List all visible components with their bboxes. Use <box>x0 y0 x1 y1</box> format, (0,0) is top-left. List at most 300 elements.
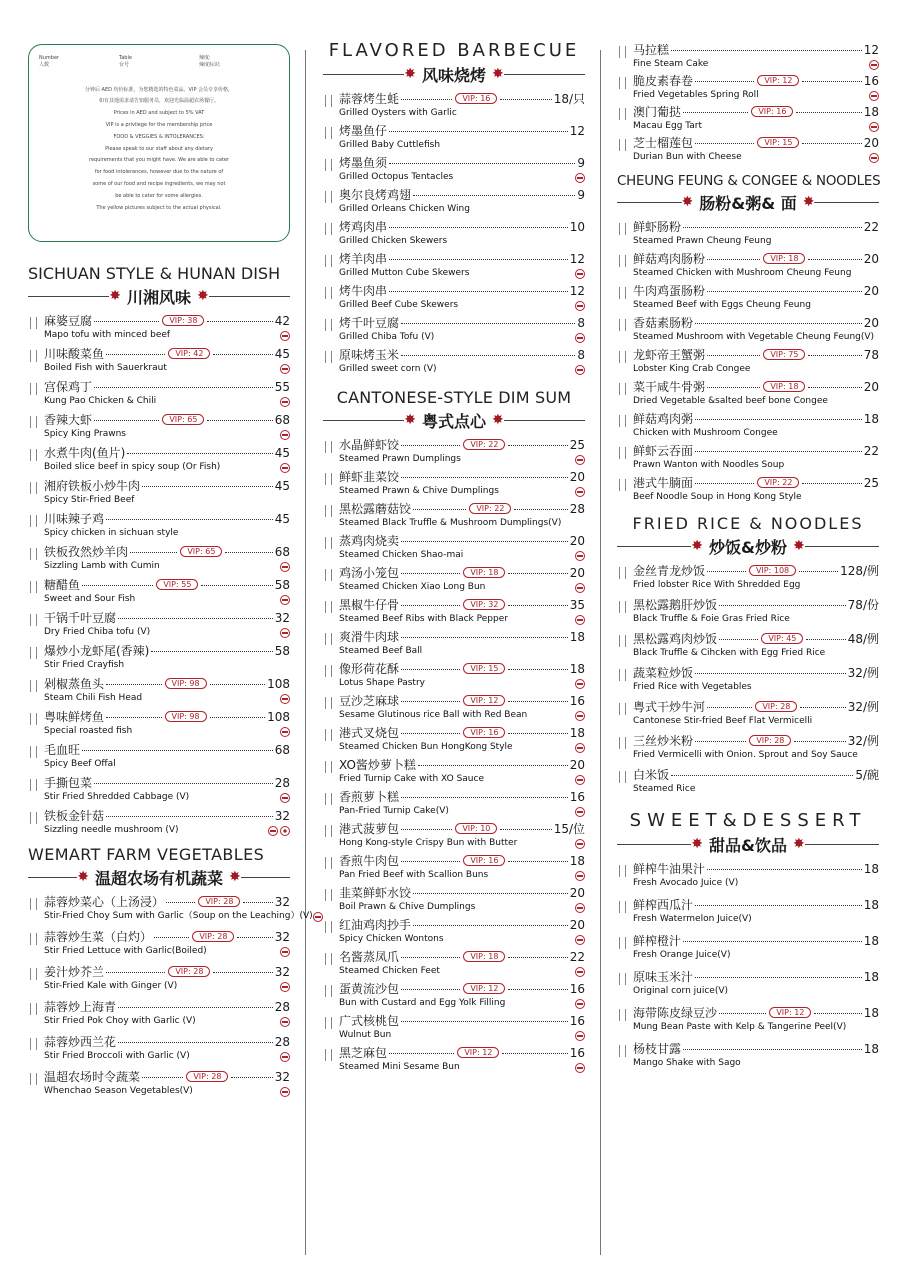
item-code-marker <box>619 287 626 299</box>
menu-item[interactable] <box>28 577 290 606</box>
dish-tag-icon <box>313 912 323 922</box>
dish-tags <box>268 826 290 836</box>
vip-price-badge: VIP: 10 <box>455 823 497 834</box>
dot-leader <box>413 509 466 510</box>
item-code-marker <box>619 1045 626 1057</box>
menu-item[interactable] <box>323 725 585 754</box>
item-price: 18 <box>569 630 585 644</box>
section-title-zh: ✸ 肠粉&粥& 面 ✸ <box>617 189 879 215</box>
menu-item[interactable] <box>28 808 290 837</box>
dot-leader <box>401 701 460 702</box>
item-name-zh: 鲜榨橙汁 <box>633 934 682 948</box>
menu-item[interactable] <box>323 981 585 1010</box>
menu-item[interactable] <box>28 412 290 441</box>
menu-item[interactable] <box>323 1013 585 1042</box>
dot-leader <box>106 816 273 817</box>
item-name-zh: 黑芝麻包 <box>339 1046 388 1060</box>
menu-item[interactable] <box>28 643 290 672</box>
menu-item[interactable] <box>323 533 585 562</box>
vip-price-badge: VIP: 22 <box>469 503 511 514</box>
divider-line <box>805 546 879 547</box>
dish-tag-icon <box>575 615 585 625</box>
menu-item[interactable] <box>617 969 879 998</box>
item-code-marker <box>30 548 37 560</box>
item-price: 45 <box>274 347 290 361</box>
menu-item[interactable] <box>617 42 879 71</box>
item-name-zh: 广式核桃包 <box>339 1014 400 1028</box>
item-price: 45 <box>274 512 290 526</box>
item-name-zh: 爆炒小龙虾尾(香辣) <box>44 644 150 658</box>
dot-leader <box>106 354 165 355</box>
divider-line <box>504 420 585 421</box>
menu-item[interactable] <box>617 563 879 592</box>
dish-tags <box>575 871 585 881</box>
item-price: 68 <box>274 743 290 757</box>
item-name-en: Sizzling needle mushroom (V) <box>44 825 179 835</box>
item-name-zh: 粤式干炒牛河 <box>633 700 706 714</box>
item-name-en: Steamed Prawn & Chive Dumplings <box>339 486 499 496</box>
item-price: 32/例 <box>847 666 879 680</box>
item-name-en: Spicy Chicken Wontons <box>339 934 444 944</box>
item-name-zh: 香煎萝卜糕 <box>339 790 400 804</box>
menu-item[interactable] <box>617 379 879 408</box>
item-name-zh: 杨枝甘露 <box>633 1042 682 1056</box>
item-name-zh: 鲜虾肠粉 <box>633 220 682 234</box>
item-name-en: Steamed Beef with Eggs Cheung Feung <box>633 300 811 310</box>
dish-tags <box>869 122 879 132</box>
dot-leader <box>166 902 195 903</box>
menu-item[interactable] <box>323 347 585 376</box>
menu-item[interactable] <box>617 315 879 344</box>
item-price: 45 <box>274 479 290 493</box>
item-code-marker <box>325 601 332 613</box>
menu-item[interactable] <box>617 897 879 926</box>
menu-item[interactable] <box>323 1045 585 1074</box>
item-price: 12 <box>569 124 585 138</box>
item-code-marker <box>30 482 37 494</box>
menu-item[interactable] <box>617 597 879 626</box>
item-name-en: Macau Egg Tart <box>633 121 703 131</box>
item-name-en: Steamed Chicken Xiao Long Bun <box>339 582 486 592</box>
dot-leader <box>695 451 862 452</box>
dish-tags <box>280 331 290 341</box>
dot-leader <box>695 419 862 420</box>
item-price: 108 <box>267 677 290 691</box>
menu-item[interactable] <box>617 699 879 728</box>
item-price: 35 <box>569 598 585 612</box>
item-code-marker <box>325 729 332 741</box>
dot-leader <box>213 354 272 355</box>
menu-item[interactable] <box>617 347 879 376</box>
item-name-en: Fried Vermicelli with Onion. Sprout and Soy Sauce <box>633 750 858 760</box>
sparkle-icon: ✸ <box>792 538 805 554</box>
section-dimsum <box>323 388 585 1074</box>
menu-item[interactable] <box>323 315 585 344</box>
item-code-marker <box>619 635 626 647</box>
item-price: 128/例 <box>840 564 880 578</box>
menu-item[interactable] <box>617 665 879 694</box>
dish-tags <box>280 947 290 957</box>
info-text <box>39 87 279 212</box>
dot-leader <box>508 605 567 606</box>
dish-tags <box>869 153 879 163</box>
menu-item[interactable] <box>323 123 585 152</box>
dish-tags <box>575 967 585 977</box>
item-price: 28 <box>274 776 290 790</box>
item-name-en: Sizzling Lamb with Cumin <box>44 561 160 571</box>
dot-leader <box>389 131 568 132</box>
menu-item[interactable] <box>28 964 290 993</box>
item-price: 18 <box>569 662 585 676</box>
item-name-zh: 牛肉鸡蛋肠粉 <box>633 284 706 298</box>
item-name-en: Stir-Fried Kale with Ginger (V) <box>44 981 178 991</box>
item-code-marker <box>30 1003 37 1015</box>
menu-item[interactable] <box>28 511 290 540</box>
item-price: 20 <box>863 316 879 330</box>
sparkle-icon: ✸ <box>109 288 121 304</box>
item-code-marker <box>30 746 37 758</box>
dish-tags <box>280 982 290 992</box>
dot-leader <box>401 1021 568 1022</box>
menu-item[interactable] <box>28 1034 290 1063</box>
menu-item[interactable] <box>617 733 879 762</box>
dot-leader <box>389 291 568 292</box>
menu-item[interactable] <box>617 933 879 962</box>
item-code-marker <box>619 77 626 89</box>
dot-leader <box>401 861 460 862</box>
dot-leader <box>401 605 460 606</box>
menu-item[interactable] <box>323 853 585 882</box>
dish-tags <box>575 1031 585 1041</box>
item-name-en: Mapo tofu with minced beef <box>44 330 171 340</box>
section-title-en: SWEET&DESSERT <box>629 810 867 831</box>
section-cheung <box>617 174 879 504</box>
menu-item[interactable] <box>28 478 290 507</box>
menu-item[interactable] <box>617 767 879 796</box>
menu-item[interactable] <box>323 917 585 946</box>
item-price: 18 <box>863 105 879 119</box>
item-price: 20 <box>569 886 585 900</box>
item-price: 28 <box>274 1000 290 1014</box>
dot-leader <box>799 571 838 572</box>
item-name-zh: 干锅千叶豆腐 <box>44 611 117 625</box>
item-name-zh: 黑松露鹅肝炒饭 <box>633 598 718 612</box>
item-name-en: Spicy Beef Offal <box>44 759 116 769</box>
item-code-marker <box>30 933 37 945</box>
sparkle-icon: ✸ <box>681 194 694 210</box>
item-price: 68 <box>274 413 290 427</box>
item-price: 16 <box>863 74 879 88</box>
menu-item[interactable] <box>617 219 879 248</box>
menu-item[interactable] <box>323 821 585 850</box>
item-name-en: Steamed Beef Ball <box>339 646 423 656</box>
dish-tags <box>280 463 290 473</box>
dot-leader <box>707 707 752 708</box>
dot-leader <box>695 483 754 484</box>
dot-leader <box>508 669 567 670</box>
dish-tags <box>575 935 585 945</box>
item-price: 78/份 <box>847 598 879 612</box>
item-code-marker <box>30 713 37 725</box>
menu-item[interactable] <box>28 445 290 474</box>
item-code-marker <box>30 581 37 593</box>
menu-item[interactable] <box>617 1041 879 1070</box>
menu-item[interactable] <box>617 1005 879 1034</box>
item-code-marker <box>30 350 37 362</box>
dish-tag-icon <box>575 679 585 689</box>
item-name-en: Fresh Avocado Juice (V) <box>633 878 739 888</box>
vip-price-badge: VIP: 38 <box>162 315 204 326</box>
item-name-zh: 澳门葡挞 <box>633 105 682 119</box>
menu-item[interactable] <box>323 949 585 978</box>
item-name-en: Steamed Chicken with Mushroom Cheung Feung <box>633 268 852 278</box>
item-name-zh: 港式菠萝包 <box>339 822 400 836</box>
item-price: 12 <box>569 252 585 266</box>
vip-price-badge: VIP: 18 <box>463 567 505 578</box>
dot-leader <box>508 957 567 958</box>
item-name-zh: 烤羊肉串 <box>339 252 388 266</box>
item-price: 20 <box>863 380 879 394</box>
menu-item[interactable] <box>323 155 585 184</box>
menu-item[interactable] <box>617 861 879 890</box>
item-code-marker <box>325 633 332 645</box>
menu-item[interactable] <box>323 757 585 786</box>
menu-item[interactable] <box>28 894 313 923</box>
dot-leader <box>508 733 567 734</box>
item-code-marker <box>30 515 37 527</box>
dot-leader <box>802 483 861 484</box>
item-code-marker <box>619 223 626 235</box>
sparkle-icon: ✸ <box>792 836 805 852</box>
item-name-zh: 鲜菇鸡肉肠粉 <box>633 252 706 266</box>
menu-item[interactable] <box>28 709 290 738</box>
menu-item[interactable] <box>323 283 585 312</box>
item-name-zh: 鲜虾云吞面 <box>633 444 694 458</box>
item-name-zh: 港式牛腩面 <box>633 476 694 490</box>
dish-tag-icon <box>575 333 585 343</box>
menu-item[interactable] <box>617 251 879 280</box>
item-price: 20 <box>863 252 879 266</box>
menu-item[interactable] <box>617 104 879 133</box>
item-name-en: Grilled Baby Cuttlefish <box>339 140 441 150</box>
dot-leader <box>94 783 273 784</box>
item-name-en: Steamed Mini Sesame Bun <box>339 1062 460 1072</box>
menu-item[interactable] <box>617 411 879 440</box>
menu-item[interactable] <box>28 999 290 1028</box>
item-code-marker <box>325 223 332 235</box>
item-name-en: Lobster King Crab Congee <box>633 364 751 374</box>
menu-item[interactable] <box>323 565 585 594</box>
divider-line <box>504 74 585 75</box>
dish-tags <box>575 999 585 1009</box>
menu-item[interactable] <box>28 929 290 958</box>
dot-leader <box>401 323 575 324</box>
menu-item[interactable] <box>323 693 585 722</box>
dot-leader <box>106 972 165 973</box>
dot-leader <box>418 765 568 766</box>
menu-item[interactable] <box>323 91 585 120</box>
menu-item[interactable] <box>617 631 879 660</box>
menu-item[interactable] <box>28 379 290 408</box>
dish-tag-icon <box>280 463 290 473</box>
dot-leader <box>707 869 862 870</box>
dot-leader <box>401 957 460 958</box>
dot-leader <box>683 941 862 942</box>
menu-item[interactable] <box>28 742 290 771</box>
vip-price-badge: VIP: 16 <box>751 106 793 117</box>
field-table: Table 台号 <box>119 55 132 68</box>
item-name-en: Grilled Orleans Chicken Wing <box>339 204 470 214</box>
dot-leader <box>707 571 746 572</box>
dish-tags <box>575 551 585 561</box>
item-price: 18 <box>863 1006 879 1020</box>
dish-tag-icon <box>280 562 290 572</box>
menu-item[interactable] <box>617 443 879 472</box>
menu-item[interactable] <box>28 346 290 375</box>
item-name-en: Mung Bean Paste with Kelp & Tangerine Peel(V) <box>633 1022 847 1032</box>
section-title-en: FRIED RICE & NOODLES <box>632 514 864 533</box>
sparkle-icon: ✸ <box>492 66 504 82</box>
dish-tags <box>575 455 585 465</box>
menu-item[interactable] <box>28 775 290 804</box>
dot-leader <box>389 259 568 260</box>
section-title-en: WEMART FARM VEGETABLES <box>28 845 265 864</box>
vip-price-badge: VIP: 28 <box>749 735 791 746</box>
dish-tag-icon <box>280 397 290 407</box>
item-price: 58 <box>274 578 290 592</box>
dot-leader <box>130 552 177 553</box>
menu-item[interactable] <box>323 437 585 466</box>
menu-item[interactable] <box>28 313 290 342</box>
sparkle-icon: ✸ <box>404 412 416 428</box>
dot-leader <box>683 1049 862 1050</box>
item-name-zh: 蒸鸡肉烧卖 <box>339 534 400 548</box>
dot-leader <box>413 195 575 196</box>
dot-leader <box>225 552 272 553</box>
section-title-zh: ✸ 粤式点心 ✸ <box>323 407 585 433</box>
dish-tags <box>575 807 585 817</box>
menu-item[interactable] <box>323 661 585 690</box>
menu-item[interactable] <box>28 544 290 573</box>
menu-item[interactable] <box>617 135 879 164</box>
menu-item[interactable] <box>323 251 585 280</box>
info-line: 如有其他需求请告知服务员，欢迎光临温超农场餐厅。 <box>98 98 219 105</box>
sparkle-icon: ✸ <box>802 194 815 210</box>
dot-leader <box>401 573 460 574</box>
item-code-marker <box>325 473 332 485</box>
dish-tags <box>280 364 290 374</box>
vip-price-badge: VIP: 42 <box>168 348 210 359</box>
item-code-marker <box>325 537 332 549</box>
dot-leader <box>508 861 567 862</box>
menu-item[interactable] <box>323 629 585 658</box>
sparkle-icon: ✸ <box>197 288 209 304</box>
menu-item[interactable] <box>28 676 290 705</box>
item-name-zh: 黑松露鸡肉炒饭 <box>633 632 718 646</box>
menu-item[interactable] <box>28 1069 290 1098</box>
dot-leader <box>207 321 272 322</box>
item-code-marker <box>30 614 37 626</box>
dish-tags <box>280 430 290 440</box>
section-title-zh: ✸ 川湘风味 ✸ <box>28 283 290 309</box>
item-code-marker <box>30 779 37 791</box>
item-name-zh: 粤味鲜烤鱼 <box>44 710 105 724</box>
vip-price-badge: VIP: 12 <box>769 1007 811 1018</box>
vip-price-badge: VIP: 22 <box>463 439 505 450</box>
dot-leader <box>401 637 568 638</box>
info-line: some of our food and recipe ingredients, we may not <box>92 180 226 187</box>
dish-tags <box>280 595 290 605</box>
field-people: Number 人数 <box>39 55 60 68</box>
sparkle-icon: ✸ <box>77 869 89 885</box>
item-name-zh: 蒜蓉炒西兰花 <box>44 1035 117 1049</box>
item-price: 15/位 <box>553 822 586 836</box>
dot-leader <box>401 99 452 100</box>
item-code-marker <box>30 1073 37 1085</box>
dot-leader <box>201 585 272 586</box>
item-name-en: Kung Pao Chicken & Chili <box>44 396 157 406</box>
divider-line <box>617 202 682 203</box>
dish-tag-icon <box>280 793 290 803</box>
item-code-marker <box>325 569 332 581</box>
dot-leader <box>508 989 567 990</box>
item-name-en: Lotus Shape Pastry <box>339 678 425 688</box>
menu-item[interactable] <box>617 73 879 102</box>
item-name-zh: 铁板孜然炒羊肉 <box>44 545 129 559</box>
info-line: VIP is a privilege for the membership price <box>105 121 213 128</box>
menu-item[interactable] <box>323 501 585 530</box>
vip-price-badge: VIP: 15 <box>757 137 799 148</box>
dish-tag-icon <box>280 595 290 605</box>
item-name-en: Black Truffle & Foie Gras Fried Rice <box>633 614 790 624</box>
item-code-marker <box>30 383 37 395</box>
dish-tag-icon <box>869 91 879 101</box>
menu-item[interactable] <box>323 219 585 248</box>
menu-item[interactable] <box>323 789 585 818</box>
menu-item[interactable] <box>617 283 879 312</box>
dot-leader <box>695 977 862 978</box>
dish-tags <box>280 1052 290 1062</box>
menu-item[interactable] <box>323 597 585 626</box>
dot-leader <box>142 1077 183 1078</box>
menu-item[interactable] <box>323 187 585 216</box>
item-name-zh: 芝士榴莲包 <box>633 136 694 150</box>
item-code-marker <box>325 985 332 997</box>
item-code-marker <box>30 968 37 980</box>
item-name-en: Stir Fried Crayfish <box>44 660 125 670</box>
item-name-zh: 鲜虾韭菜饺 <box>339 470 400 484</box>
dot-leader <box>802 143 861 144</box>
menu-item[interactable] <box>28 610 290 639</box>
item-code-marker <box>325 441 332 453</box>
dish-tags <box>575 615 585 625</box>
dish-tags <box>869 60 879 70</box>
section-title-en: SICHUAN STYLE & HUNAN DISH <box>28 264 281 283</box>
item-price: 48/例 <box>847 632 880 646</box>
dot-leader <box>82 750 273 751</box>
item-name-zh: 海带陈皮绿豆沙 <box>633 1006 718 1020</box>
item-price: 10 <box>569 220 585 234</box>
dot-leader <box>106 717 162 718</box>
menu-item[interactable] <box>617 475 879 504</box>
item-name-en: Fried lobster Rice With Shredded Egg <box>633 580 801 590</box>
item-price: 108 <box>267 710 290 724</box>
item-name-en: Fresh Orange Juice(V) <box>633 950 731 960</box>
menu-item[interactable] <box>323 469 585 498</box>
dish-tags <box>575 743 585 753</box>
menu-item[interactable] <box>323 885 585 914</box>
dish-tags <box>280 727 290 737</box>
